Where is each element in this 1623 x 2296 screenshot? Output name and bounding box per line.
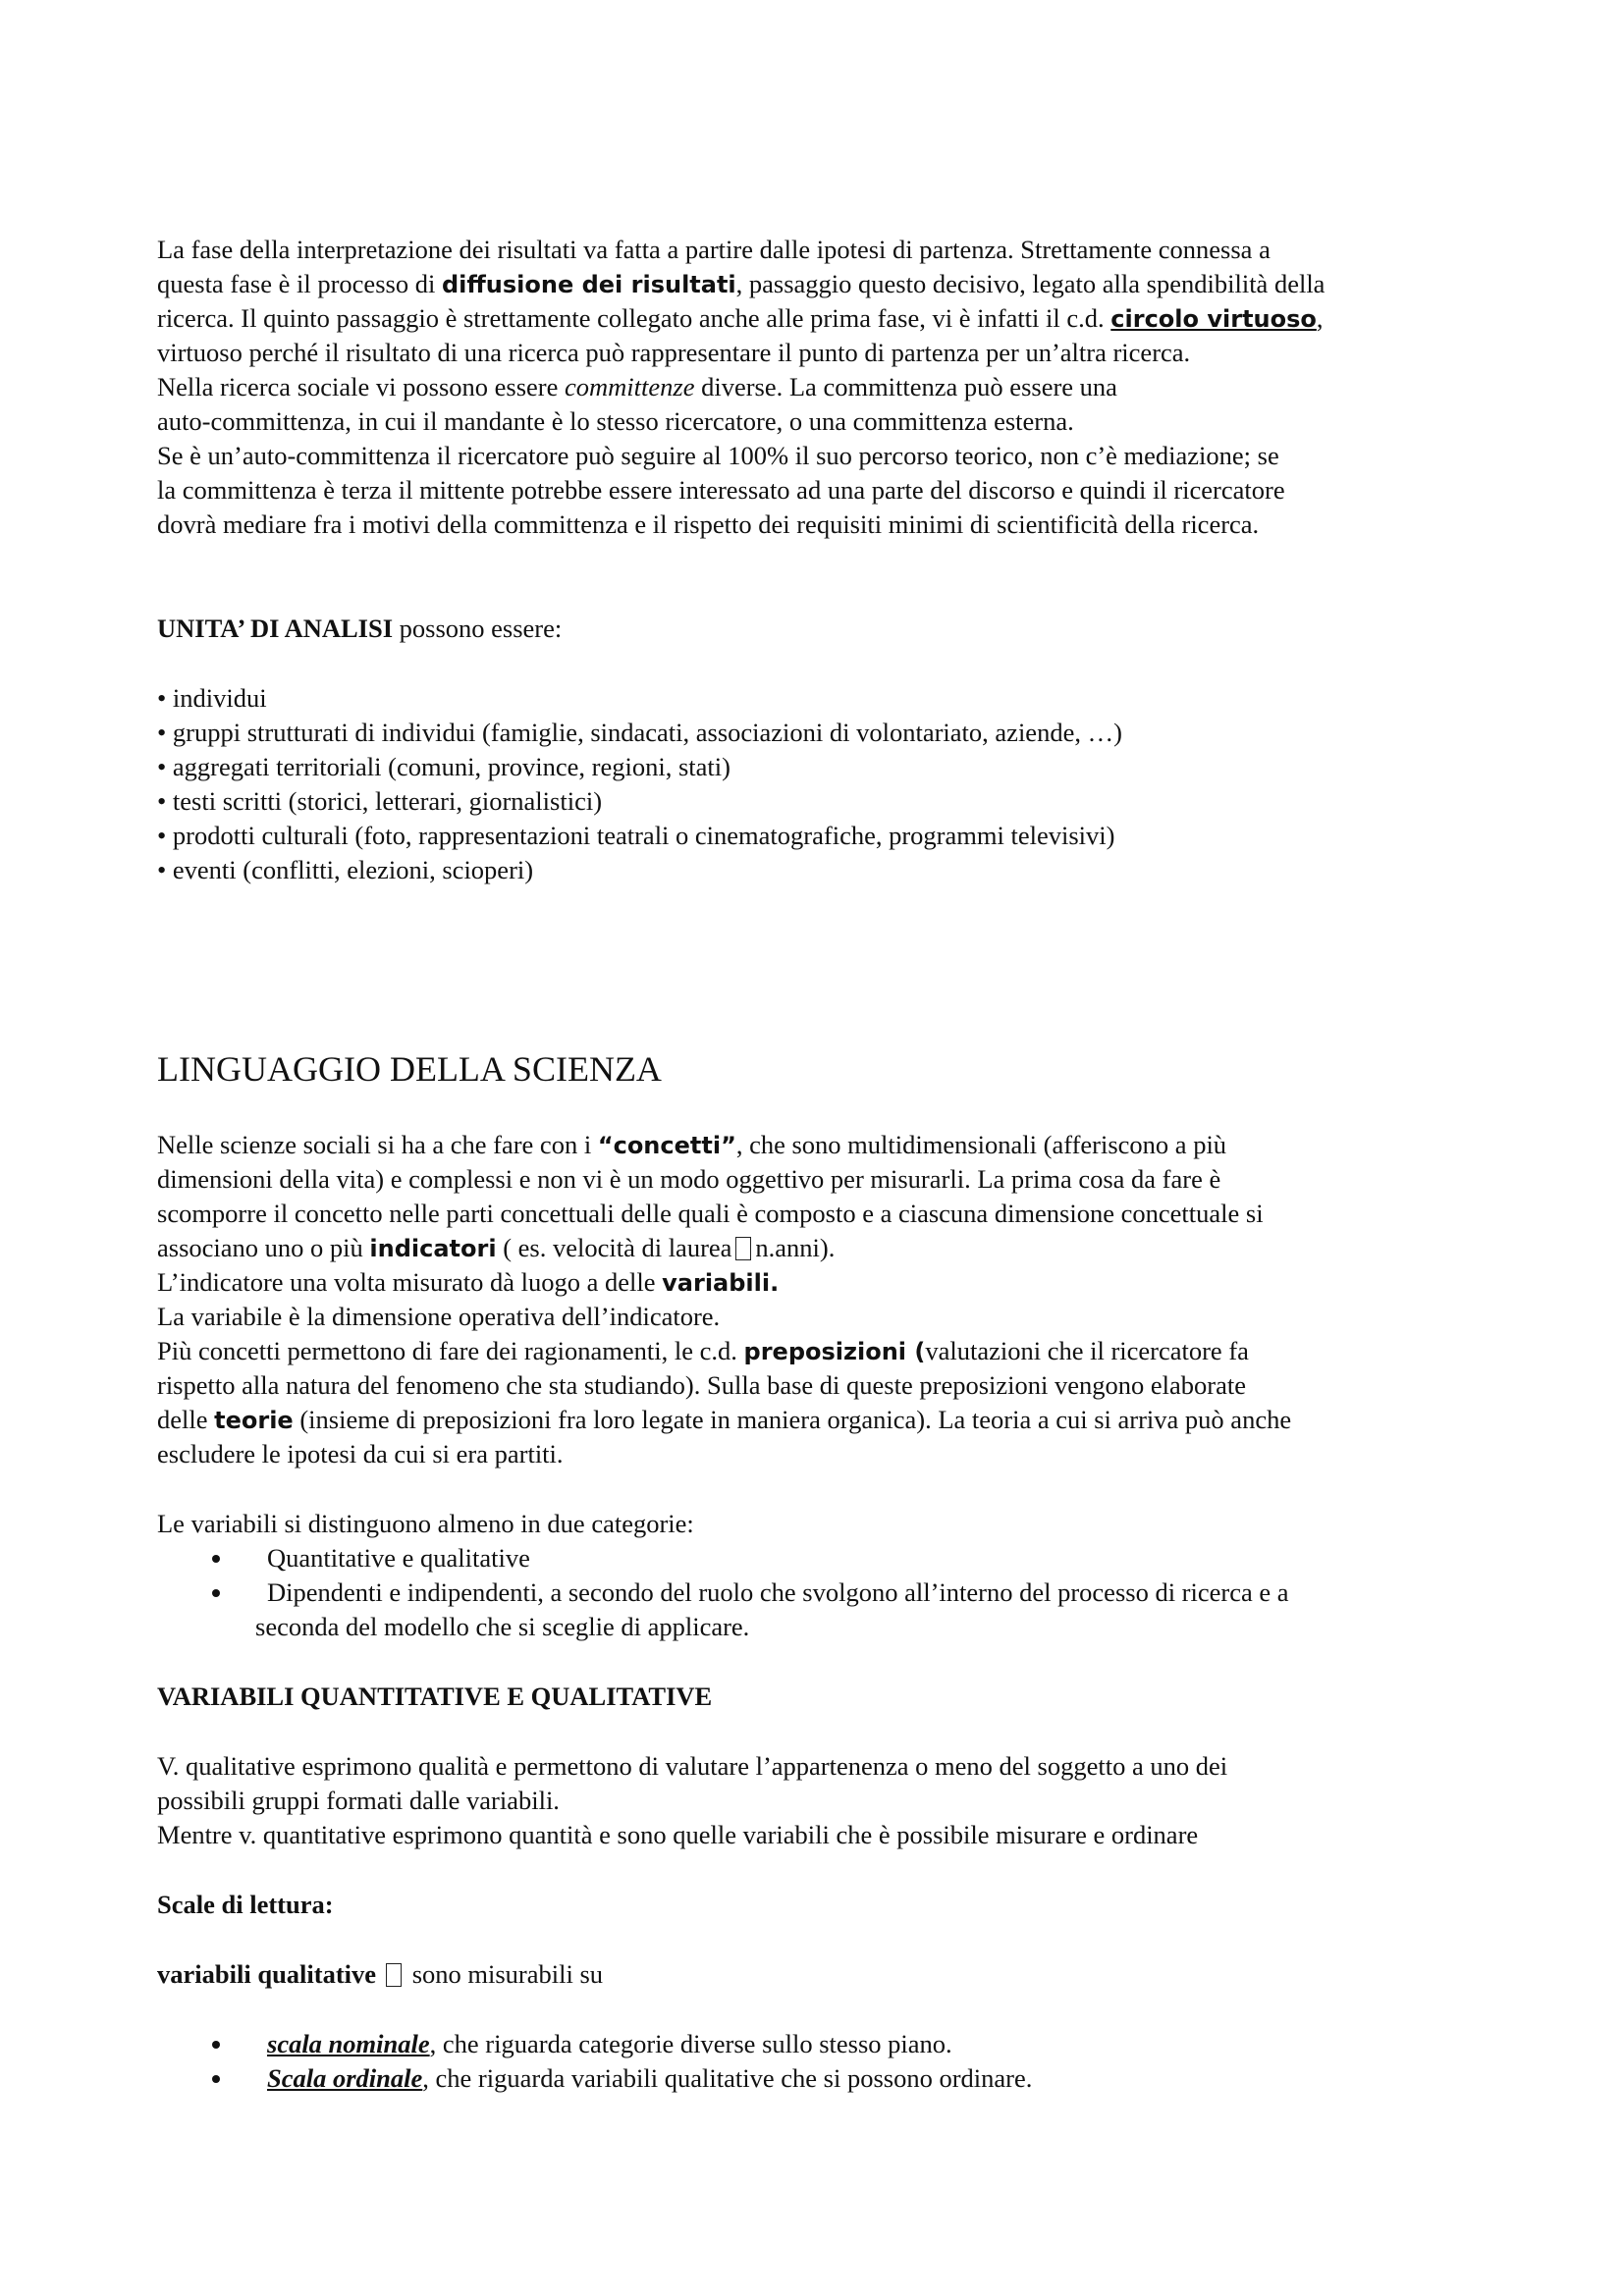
text: , passaggio questo decisivo, legato alla spendibilità della — [735, 269, 1325, 298]
bold-term: variabili. — [662, 1269, 780, 1297]
text-line: Le variabili si distinguono almeno in due categorie: — [157, 1509, 694, 1538]
bullet-icon — [212, 2041, 220, 2049]
text-line — [157, 369, 1117, 404]
bullet-icon — [212, 2075, 220, 2083]
text: Se è un’auto-committenza il ricercatore può seguire al 100% il suo percorso teorico, non c’è mediazione; se — [157, 441, 1279, 470]
text-line: rispetto alla natura del fenomeno che sta studiando). Sulla base di queste preposizioni vengono elaborate — [157, 1370, 1246, 1400]
text-line — [157, 507, 1259, 542]
text-line: Più concetti permettono di fare dei ragionamenti, le c.d. preposizioni (valutazioni che il ricercatore fa — [157, 1336, 1249, 1365]
text: La fase della interpretazione dei risultati va fatta a partire dalle ipotesi di partenza. Strettamente connessa a — [157, 235, 1271, 264]
arrow-icon — [735, 1237, 751, 1260]
scale-heading: Scale di lettura: — [157, 1890, 334, 1919]
list-item: Dipendenti e indipendenti, a secondo del ruolo che svolgono all’interno del processo di ricerca e a — [157, 1575, 1289, 1610]
text: virtuoso perché il risultato di una ricerca può rappresentare il punto di partenza per un’altra ricerca. — [157, 338, 1191, 367]
text: possono essere: — [393, 614, 563, 643]
list-item: • gruppi strutturati di individui (famiglie, sindacati, associazioni di volontariato, aziende, …) — [157, 718, 1122, 747]
text-line: L’indicatore una volta misurato dà luogo a delle variabili. — [157, 1267, 780, 1297]
subsection-heading: VARIABILI QUANTITATIVE E QUALITATIVE — [157, 1682, 713, 1711]
bold-term: diffusione dei risultati — [441, 271, 736, 298]
text-line — [157, 438, 1279, 473]
text: dovrà mediare fra i motivi della committenza e il rispetto dei requisiti minimi di scientificità della ricerca. — [157, 509, 1260, 539]
text-line — [157, 232, 1271, 267]
bold-term: variabili qualitative — [157, 1959, 377, 1989]
text-line: scomporre il concetto nelle parti concettuali delle quali è composto e a ciascuna dimensione concettuale si — [157, 1199, 1264, 1228]
section-heading: LINGUAGGIO DELLA SCIENZA — [157, 1049, 662, 1089]
text-line — [157, 403, 1074, 439]
bullet-icon — [212, 1589, 220, 1597]
text-line — [157, 335, 1190, 370]
scale-name: Scala ordinale — [267, 2063, 423, 2093]
list-item: Quantitative e qualitative — [157, 1540, 530, 1575]
text-line: escludere le ipotesi da cui si era partiti. — [157, 1439, 564, 1468]
text: diverse. La committenza può essere una — [694, 372, 1117, 401]
list-item: scala nominale, che riguarda categorie diverse sullo stesso piano. — [157, 2026, 952, 2061]
bullet-icon — [212, 1555, 220, 1563]
bold-term: teorie — [214, 1407, 294, 1434]
units-title-line — [157, 611, 562, 646]
text-line: Mentre v. quantitative esprimono quantità e sono quelle variabili che è possibile misurare e ordinare — [157, 1820, 1199, 1849]
text: ricerca. Il quinto passaggio è strettamente collegato anche alle prima fase, vi è infatti il c.d. — [157, 303, 1111, 333]
text-line — [157, 472, 1285, 507]
list-item: • individui — [157, 683, 267, 713]
units-title: UNITA’ DI ANALISI — [157, 614, 394, 643]
list-item: • aggregati territoriali (comuni, province, regioni, stati) — [157, 752, 730, 781]
list-item-continued: seconda del modello che si sceglie di applicare. — [255, 1612, 750, 1641]
list-item: • eventi (conflitti, elezioni, scioperi) — [157, 855, 534, 884]
list-item: • testi scritti (storici, letterari, giornalistici) — [157, 786, 603, 816]
scale-name: scala nominale — [267, 2029, 430, 2058]
list-item: • prodotti culturali (foto, rappresentazioni teatrali o cinematografiche, programmi televisivi) — [157, 821, 1115, 850]
text-line — [157, 266, 1325, 302]
bold-term: “concetti” — [597, 1132, 736, 1159]
text-line: variabili qualitative sono misurabili su — [157, 1959, 604, 1989]
text-line: Nelle scienze sociali si ha a che fare con i “concetti”, che sono multidimensionali (afferiscono a più — [157, 1130, 1227, 1159]
text: la committenza è terza il mittente potrebbe essere interessato ad una parte del discorso e quindi il ricercatore — [157, 475, 1285, 505]
text-line: associano uno o più indicatori ( es. velocità di laurea n.anni). — [157, 1233, 836, 1262]
text-line: delle teorie (insieme di preposizioni fra loro legate in maniera organica). La teoria a cui si arriva può anche — [157, 1405, 1292, 1434]
text-line: V. qualitative esprimono qualità e permettono di valutare l’appartenenza o meno del soggetto a uno dei — [157, 1751, 1228, 1781]
list-item: Scala ordinale, che riguarda variabili qualitative che si possono ordinare. — [157, 2060, 1032, 2096]
bold-term: preposizioni ( — [743, 1338, 926, 1365]
text-line: possibili gruppi formati dalle variabili. — [157, 1786, 560, 1815]
text-line: dimensioni della vita) e complessi e non vi è un modo oggettivo per misurarli. La prima cosa da fare è — [157, 1164, 1221, 1194]
arrow-icon — [386, 1963, 402, 1987]
text-line: La variabile è la dimensione operativa dell’indicatore. — [157, 1302, 721, 1331]
italic-term: committenze — [565, 372, 695, 401]
text-line — [157, 300, 1324, 337]
underlined-term: circolo virtuoso — [1110, 305, 1317, 333]
text: auto-committenza, in cui il mandante è lo stesso ricercatore, o una committenza esterna. — [157, 406, 1074, 436]
text: Nella ricerca sociale vi possono essere — [157, 372, 565, 401]
bold-term: indicatori — [369, 1235, 497, 1262]
text: questa fase è il processo di — [157, 269, 442, 298]
text: , — [1316, 303, 1324, 333]
